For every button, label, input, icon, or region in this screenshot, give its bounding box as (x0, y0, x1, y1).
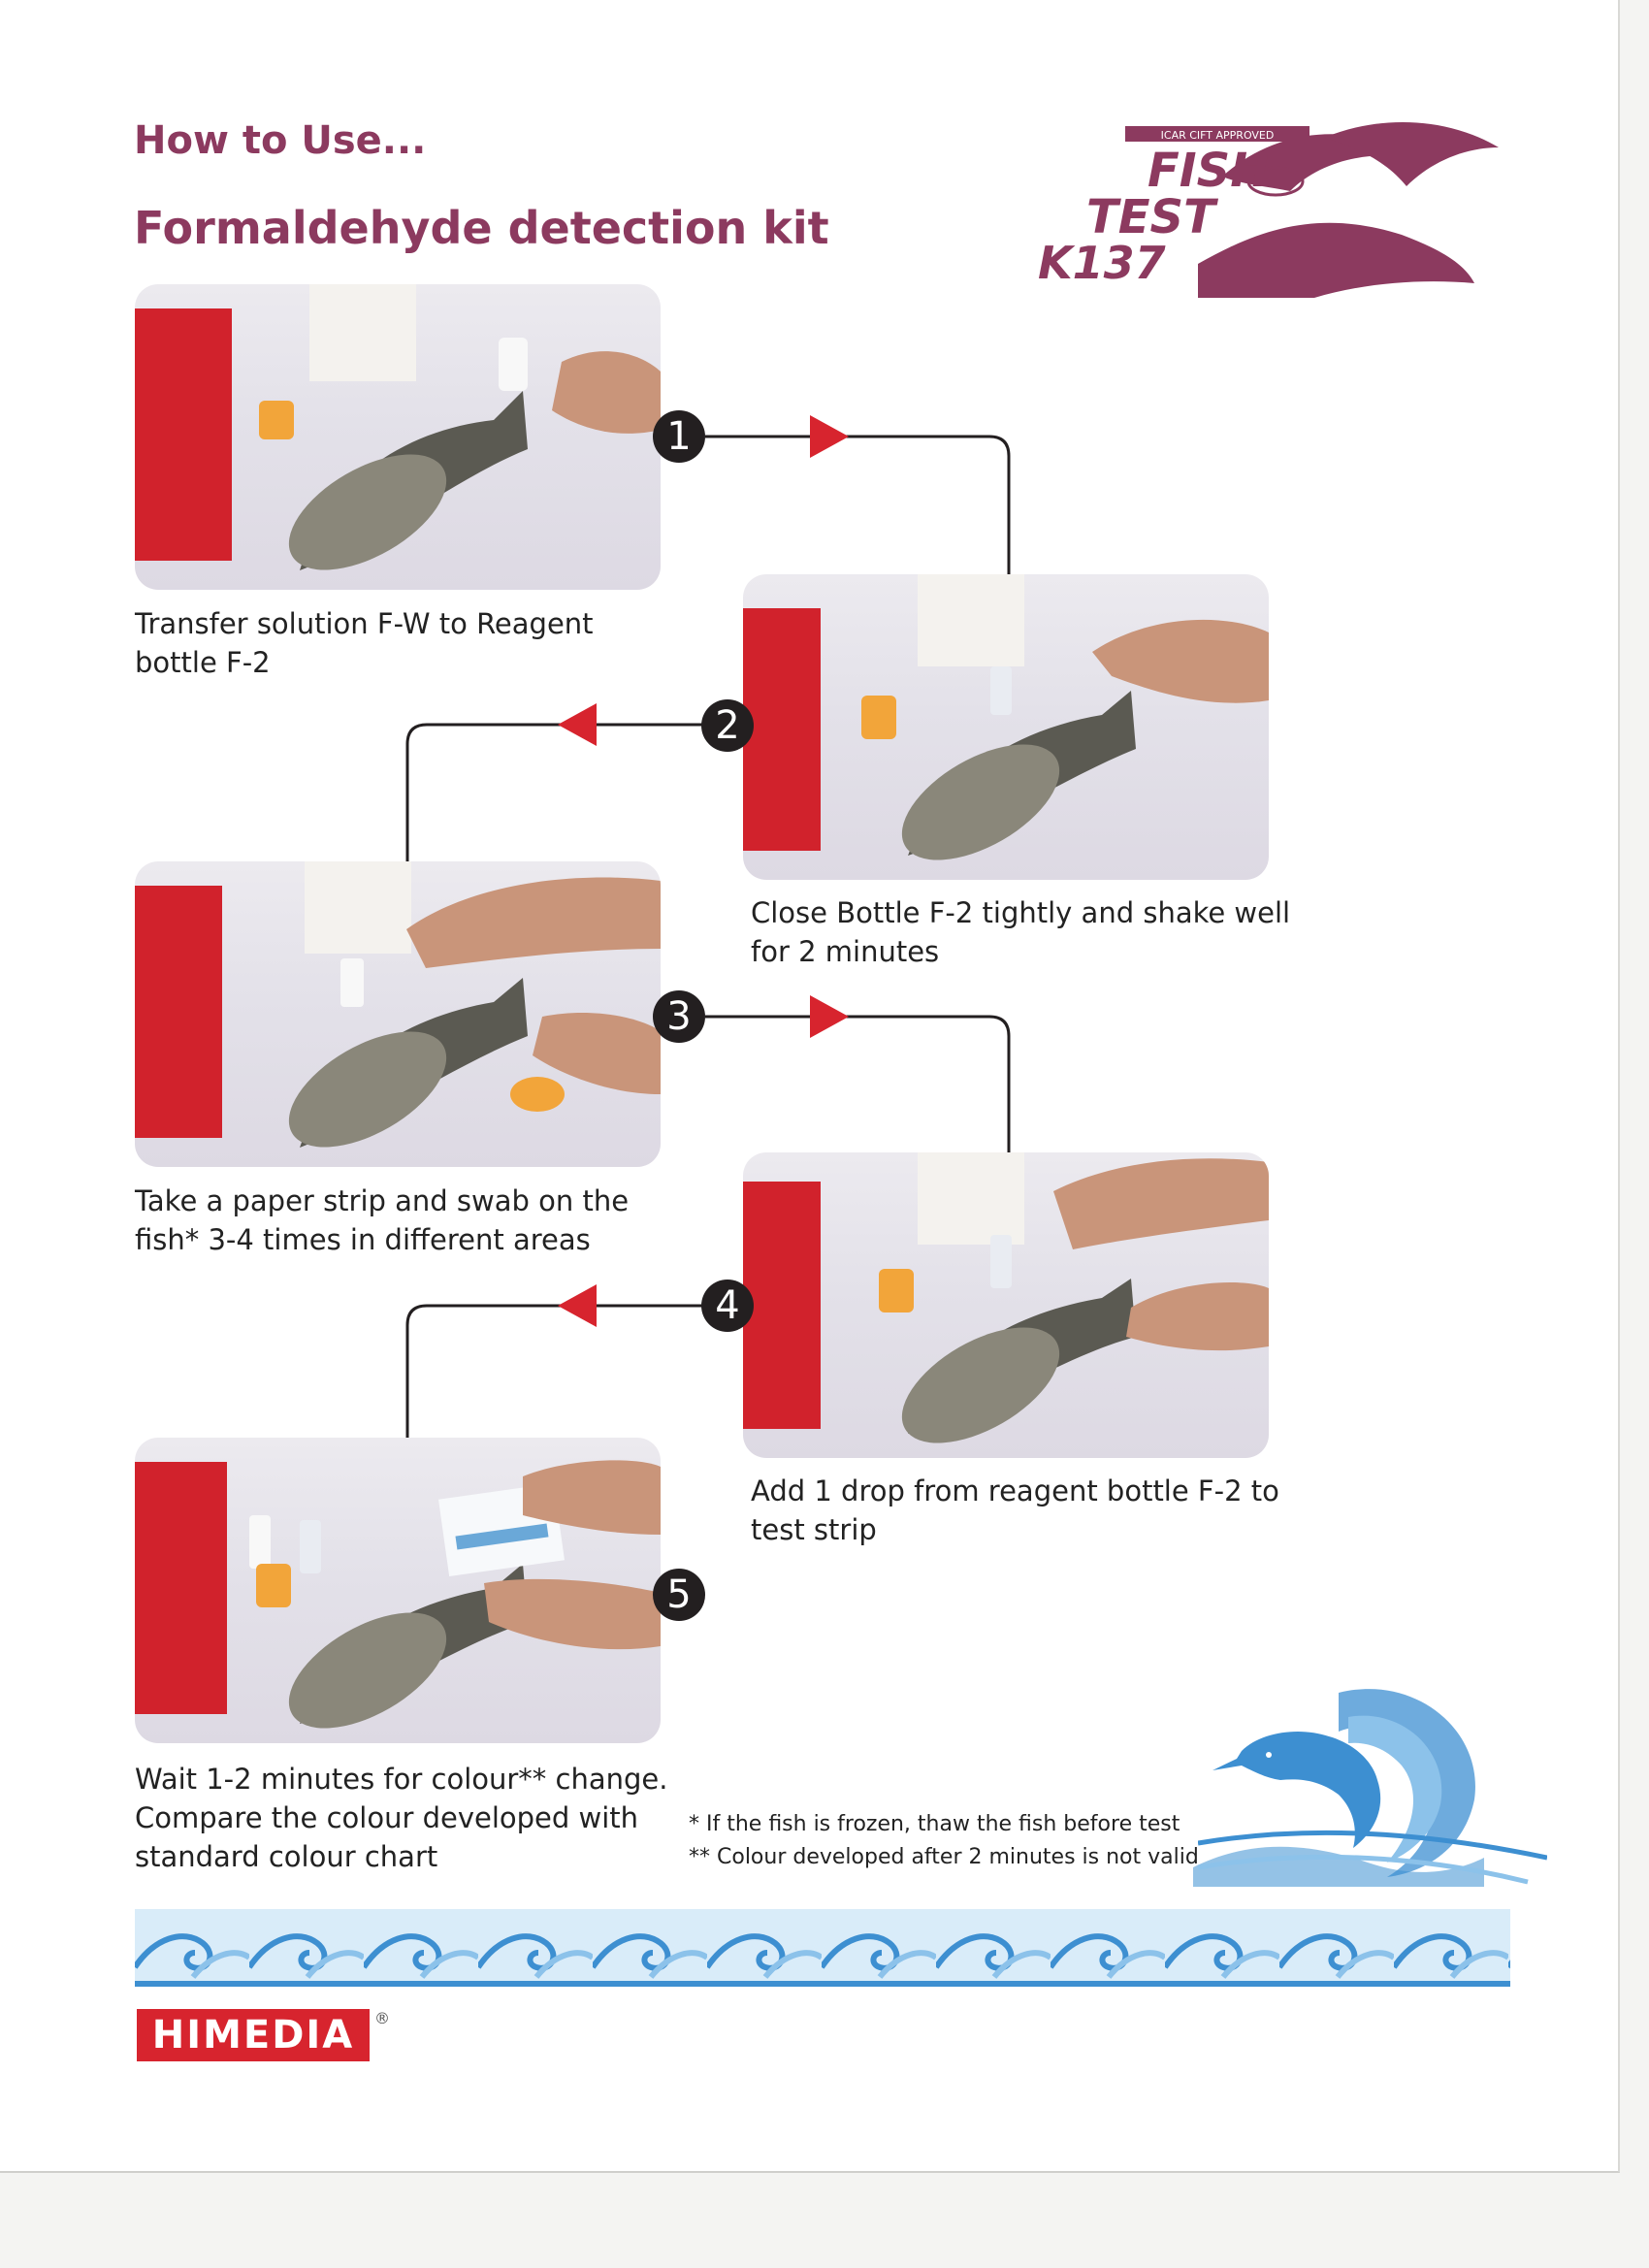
swoosh-icon (1198, 1824, 1547, 1892)
logo-code-word: K137 (1038, 237, 1166, 289)
step-1-caption: Transfer solution F-W to Reagent bottle F-2 (135, 607, 594, 679)
step-3-caption: Take a paper strip and swab on the fish* 3-4 times in different areas (135, 1184, 630, 1256)
step-2-photo (743, 574, 1269, 880)
step-1-photo (135, 284, 661, 590)
step-5-photo (135, 1438, 661, 1743)
logo-approval-text: ICAR CIFT APPROVED (1160, 129, 1275, 142)
step-2-badge: 2 (701, 699, 754, 752)
step-5-caption: Wait 1-2 minutes for colour** change. Compare the colour developed with standard colour chart (135, 1763, 668, 1873)
logo-hand-bottom-icon (1198, 223, 1474, 298)
step-1-badge: 1 (653, 410, 705, 463)
step-3-photo (135, 861, 661, 1167)
step-4-badge: 4 (701, 1280, 754, 1332)
page-subtitle: Formaldehyde detection kit (134, 202, 829, 254)
logo-fish-word: FISH (1148, 144, 1270, 198)
logo-test-word: TEST (1086, 190, 1215, 244)
wave-border-icon (135, 1909, 1510, 1987)
himedia-logo: HIMEDIA (137, 2009, 370, 2061)
step-4-photo (743, 1152, 1269, 1458)
step-2-caption: Close Bottle F-2 tightly and shake well for 2 minutes (751, 896, 1291, 968)
step-5-badge: 5 (653, 1569, 705, 1621)
page-title: How to Use... (134, 118, 427, 163)
footnote-frozen: * If the fish is frozen, thaw the fish before test (689, 1812, 1180, 1836)
footnote-validity: ** Colour developed after 2 minutes is not valid (689, 1845, 1199, 1869)
registered-mark: ® (374, 2009, 390, 2027)
fish-test-logo (1033, 118, 1518, 298)
step-4-caption: Add 1 drop from reagent bottle F-2 to test strip (751, 1474, 1279, 1546)
step-3-badge: 3 (653, 990, 705, 1043)
